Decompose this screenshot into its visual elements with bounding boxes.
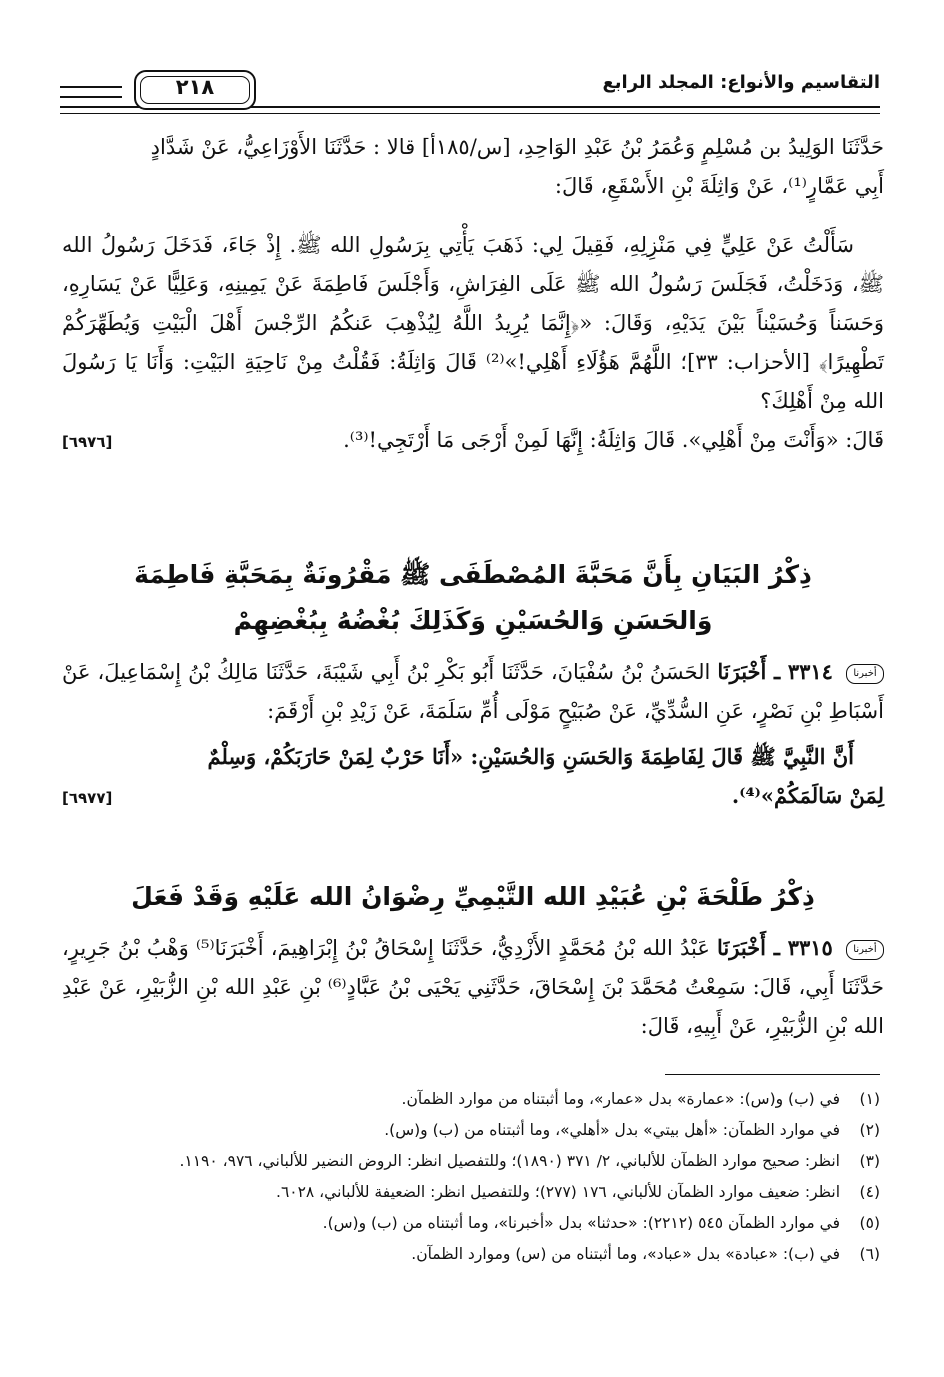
chapter-heading-line: ذِكْرُ طَلْحَةَ بْنِ عُبَيْدِ الله التَّيْمِيِّ رِضْوَانُ الله عَلَيْهِ وَقَدْ فَعَلَ [131, 882, 815, 911]
hadith-number: ٣٣١٥ ـ أَخْبَرَنَا [717, 935, 833, 960]
hadith-number: ٣٣١٤ ـ أَخْبَرَنَا [717, 659, 833, 684]
header-rule-thin [60, 113, 880, 114]
hadith-3315 [62, 928, 884, 1046]
footnote-text: انظر: صحيح موارد الظمآن للألباني، ٢/ ٣٧١ (١٨٩٠)؛ وللتفصيل انظر: الروض النضير للألباني، ٩٧٦، ١١٩٠. [179, 1152, 840, 1170]
chapter-heading [62, 874, 884, 920]
isnad-text: الحَسَنُ بْنُ سُفْيَانَ، حَدَّثَنَا أَبُو بَكْرِ بْنُ أَبِي شَيْبَةَ، حَدَّثَنَا مَالِكُ بْنُ إِسْمَاعِيلَ، عَنْ أَسْبَاطِ بْنِ نَصْرٍ، عَنِ السُّدِّيِّ، عَنْ صُبَيْحٍ مَوْلَى أُمِّ سَلَمَةَ، عَنْ زَيْدِ بْنِ أَرْقَمَ: [62, 660, 884, 723]
footnote-separator [665, 1074, 880, 1075]
footnote-number: (٦) [859, 1245, 880, 1263]
akhbarana-badge: أخبرنا [846, 940, 884, 960]
matn-text: سَأَلْتُ عَنْ عَلِيٍّ فِي مَنْزِلِهِ، فَقِيلَ لِي: ذَهَبَ يَأْتِي بِرَسُولِ الله ﷺ. إِذْ جَاءَ، فَدَخَلَ رَسُولُ الله ﷺ، وَدَخَلْتُ، فَجَلَسَ رَسُولُ الله ﷺ عَلَى الفِرَاشِ، وَأَجْلَسَ فَاطِمَةَ عَنْ يَمِينِهِ، وَعَلِيًّا عَنْ يَسَارِهِ، وَحَسَناً وَحُسَيْناً بَيْنَ يَدَيْهِ، وَقَالَ: «﴿إِنَّمَا يُرِيدُ اللَّهُ لِيُذْهِبَ عَنكُمُ الرِّجْسَ أَهْلَ الْبَيْتِ وَيُطَهِّرَكُمْ تَطْهِيرًا﴾ [الأحزاب: ٣٣]؛ اللَّهُمَّ هَؤُلَاءِ أَهْلِي!»⁽²⁾ قَالَ وَاثِلَةُ: فَقُلْتُ مِنْ نَاحِيَةِ البَيْتِ: وَأَنَا يَا رَسُولَ الله مِنْ أَهْلِكَ؟ [62, 233, 885, 413]
footnote-text: في (ب) و(س): «عمارة» بدل «عمار»، وما أثبتناه من موارد الظمآن. [401, 1090, 840, 1108]
matn-last-line [62, 421, 884, 462]
isnad-text: عَبْدُ الله بْنُ مُحَمَّدٍ الأَزْدِيُّ، حَدَّثَنَا إِسْحَاقُ بْنُ إِبْرَاهِيمَ، أَخْبَرَنَا⁽⁵⁾ وَهْبُ بْنُ جَرِيرٍ، حَدَّثَنَا أَبِي، قَالَ: سَمِعْتُ مُحَمَّدَ بْنَ إِسْحَاقَ، حَدَّثَنِي يَحْيَى بْنُ عَبَّادٍ⁽⁶⁾ بْنِ عَبْدِ الله بْنِ الزُّبَيْرِ، عَنْ عَبْدِ الله بْنِ الزُّبَيْرِ، عَنْ أَبِيهِ، قَالَ: [62, 936, 884, 1038]
matn-closing: قَالَ: «وَأَنْتَ مِنْ أَهْلِي». قَالَ وَاثِلَةُ: إِنَّهَا لَمِنْ أَرْجَى مَا أَرْتَجِي!⁽³⁾. [343, 428, 884, 452]
footnote-text: انظر: ضعيف موارد الظمآن للألباني، ١٧٦ (٢٧٧)؛ وللتفصيل انظر: الضعيفة للألباني، ٦٠٢٨. [276, 1183, 840, 1201]
footnote [70, 1208, 880, 1239]
chapter-heading-line: وَالحَسَنِ وَالحُسَيْنِ وَكَذَلِكَ بُغْضُهُ بِبُغْضِهِمْ [233, 606, 713, 635]
footnote-number: (٢) [859, 1121, 880, 1139]
hadith-matn [62, 226, 884, 462]
footnote [70, 1146, 880, 1177]
footnote-number: (١) [859, 1090, 880, 1108]
hadith-3314 [62, 652, 884, 818]
footnote [70, 1239, 880, 1270]
footnote-number: (٤) [859, 1183, 880, 1201]
header-ornament [60, 86, 122, 98]
footnotes [70, 1084, 880, 1270]
akhbarana-badge: أخبرنا [846, 664, 884, 684]
page-number-frame [134, 70, 256, 110]
chapter-heading [62, 552, 884, 644]
page-header [60, 70, 880, 114]
matn-last-line [62, 776, 884, 818]
footnote-text: في موارد الظمآن: «أهل بيتي» بدل «أهلي»، وما أثبتناه من (ب) و(س). [384, 1121, 840, 1139]
running-title: التقاسيم والأنواع: المجلد الرابع [595, 72, 881, 93]
hadith-ref: [٦٩٧٧] [62, 789, 113, 807]
isnad-line: أَبِي عَمَّارٍ⁽¹⁾، عَنْ وَاثِلَةَ بْنِ الأَسْقَعِ، قَالَ: [554, 174, 884, 198]
isnad-line: حَدَّثَنَا الوَلِيدُ بن مُسْلِمٍ وَعُمَرُ بْنُ عَبْدِ الوَاحِدِ، [س/١٨٥أ] قالا : حَدَّثَنَا الأَوْزَاعِيُّ، عَنْ شَدَّادٍ [150, 135, 884, 159]
isnad-block [62, 128, 884, 206]
matn-closing: لِمَنْ سَالَمَكُمْ»⁽⁴⁾. [731, 783, 884, 808]
footnote-number: (٥) [859, 1214, 880, 1232]
hadith-ref: [٦٩٧٦] [62, 433, 113, 451]
page-number: ٢١٨ [175, 75, 215, 99]
matn-text: أَنَّ النَّبِيَّ ﷺ قَالَ لِفَاطِمَةَ وَالحَسَنِ وَالحُسَيْنِ: «أَنَا حَرْبٌ لِمَنْ حَارَبَكُمْ، وَسِلْمٌ [207, 744, 854, 769]
footnote-number: (٣) [859, 1152, 880, 1170]
chapter-heading-line: ذِكْرُ البَيَانِ بِأَنَّ مَحَبَّةَ المُصْطَفَى ﷺ مَقْرُونَةٌ بِمَحَبَّةِ فَاطِمَةَ [134, 560, 812, 589]
footnote-text: في موارد الظمآن ٥٤٥ (٢٢١٢): «حدثنا» بدل «أخبرنا»، وما أثبتناه من (ب) و(س). [322, 1214, 840, 1232]
footnote [70, 1084, 880, 1115]
footnote [70, 1177, 880, 1208]
footnote-text: في (ب): «عبادة» بدل «عباد»، وما أثبتناه من (س) وموارد الظمآن. [411, 1245, 840, 1263]
footnote [70, 1115, 880, 1146]
